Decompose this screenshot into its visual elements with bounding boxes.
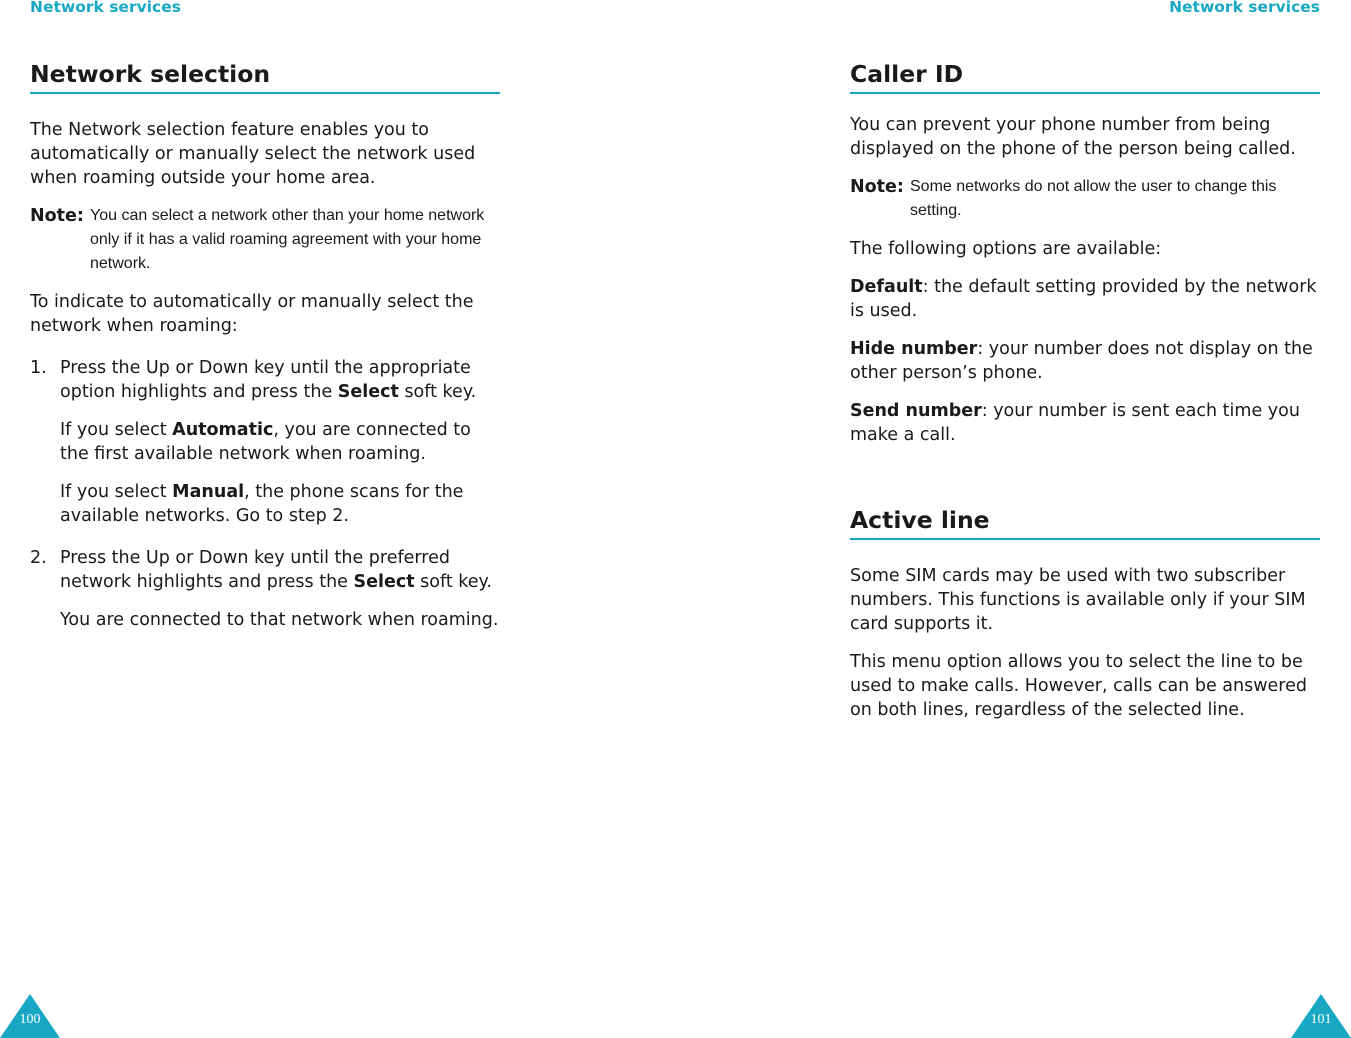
left-body <box>30 118 500 632</box>
step-2-text: Press the Up or Down key until the preferred network highlights and press the Select soft key. <box>60 548 492 592</box>
step-2-result: You are connected to that network when roaming. <box>60 610 499 630</box>
step-number: 1. <box>30 358 47 378</box>
running-head: Network services <box>1169 0 1320 16</box>
option-hide-number: Hide number: your number does not display on the other person’s phone. <box>850 339 1313 383</box>
intro-paragraph: The Network selection feature enables you to automatically or manually select the network used when roaming outside your home area. <box>30 120 476 188</box>
page-number-tab <box>0 990 60 1038</box>
note-text: You can select a network other than your home network only if it has a valid roaming agreement with your home network. <box>90 207 485 272</box>
instructions-intro: To indicate to automatically or manually select the network when roaming: <box>30 292 474 336</box>
step-1-automatic: If you select Automatic, you are connected to the first available network when roaming. <box>60 420 471 464</box>
note <box>30 204 500 276</box>
caller-id-intro: You can prevent your phone number from being displayed on the phone of the person being called. <box>850 115 1296 159</box>
section-title-active-line: Active line <box>850 506 990 534</box>
note <box>850 175 1324 223</box>
note-label: Note: <box>850 177 904 197</box>
option-send-number: Send number: your number is sent each time you make a call. <box>850 401 1300 445</box>
section-title-network-selection: Network selection <box>30 60 271 88</box>
step-2 <box>30 546 500 594</box>
title-rule <box>850 538 1320 540</box>
title-rule <box>30 92 500 94</box>
step-number: 2. <box>30 548 47 568</box>
right-page <box>676 0 1351 1038</box>
step-1-text: Press the Up or Down key until the appropriate option highlights and press the Select soft key. <box>60 358 477 402</box>
running-head: Network services <box>30 0 181 16</box>
section-title-caller-id: Caller ID <box>850 60 964 88</box>
page-number: 101 <box>1310 1012 1332 1027</box>
options-intro: The following options are available: <box>850 239 1162 259</box>
step-1-manual: If you select Manual, the phone scans for the available networks. Go to step 2. <box>60 482 464 526</box>
page-number: 100 <box>19 1012 41 1027</box>
active-line-body <box>850 564 1324 722</box>
left-page <box>0 0 675 1038</box>
title-rule <box>850 92 1320 94</box>
step-1 <box>30 356 500 404</box>
note-text: Some networks do not allow the user to change this setting. <box>910 178 1277 219</box>
active-line-paragraph-2: This menu option allows you to select the line to be used to make calls. However, calls can be answered on both lines, regardless of the selected line. <box>850 652 1307 720</box>
note-label: Note: <box>30 206 84 226</box>
active-line-paragraph-1: Some SIM cards may be used with two subscriber numbers. This functions is available only if your SIM card supports it. <box>850 566 1306 634</box>
option-default: Default: the default setting provided by the network is used. <box>850 277 1317 321</box>
caller-id-body <box>850 113 1324 447</box>
page-number-tab <box>1291 990 1351 1038</box>
